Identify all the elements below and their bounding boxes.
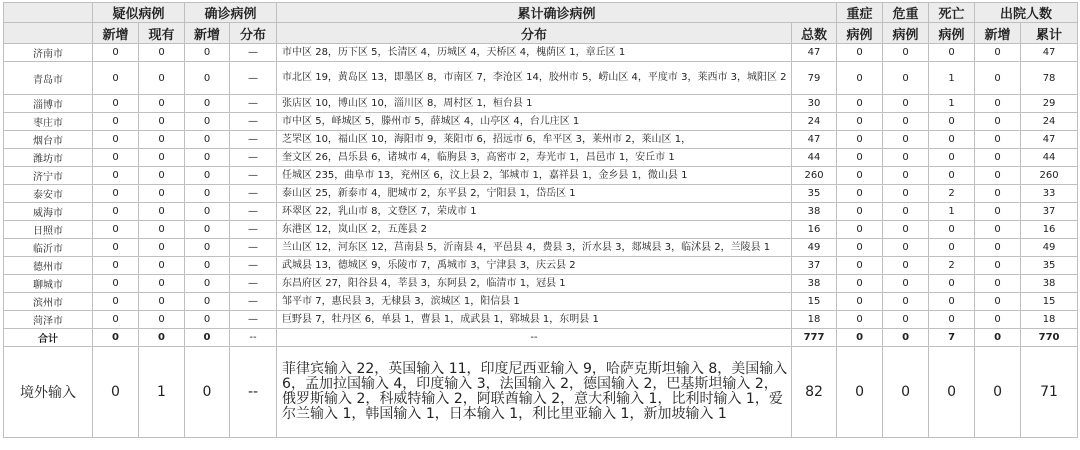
summary-rows: [4, 329, 1078, 438]
table-row: [4, 44, 1078, 62]
critical-count: 0: [883, 311, 929, 329]
total-critical: 0: [883, 329, 929, 347]
discharged-new: 0: [975, 203, 1021, 221]
discharged-total: 78: [1021, 62, 1078, 95]
confirmed-new: 0: [185, 149, 230, 167]
confirmed-dist: —: [230, 62, 277, 95]
foreign-import-row: [4, 347, 1078, 438]
death-count: 0: [929, 113, 975, 131]
header-discharged: 出院人数: [975, 3, 1078, 23]
city-name: 滨州市: [4, 293, 93, 311]
discharged-new: 0: [975, 62, 1021, 95]
cumulative-total: 79: [792, 62, 837, 95]
suspected-current: 0: [139, 221, 185, 239]
critical-count: 0: [883, 62, 929, 95]
city-name: 德州市: [4, 257, 93, 275]
discharged-total: 29: [1021, 95, 1078, 113]
death-count: 0: [929, 44, 975, 62]
total-label: 合计: [4, 329, 93, 347]
suspected-current: 0: [139, 275, 185, 293]
table-row: [4, 95, 1078, 113]
cumulative-total: 30: [792, 95, 837, 113]
cumulative-dist: 芝罘区 10，福山区 10，海阳市 9，莱阳市 6，招远市 6，牟平区 3，莱州市 2，莱山区 1，: [277, 131, 792, 149]
discharged-new: 0: [975, 311, 1021, 329]
suspected-current: 0: [139, 149, 185, 167]
cumulative-total: 18: [792, 311, 837, 329]
header-row-top: [4, 3, 1078, 23]
foreign-suspected-new: 0: [93, 347, 139, 438]
total-discharged-total: 770: [1021, 329, 1078, 347]
total-suspected-current: 0: [139, 329, 185, 347]
discharged-total: 37: [1021, 203, 1078, 221]
confirmed-new: 0: [185, 167, 230, 185]
foreign-confirmed-dist: --: [230, 347, 277, 438]
death-count: 0: [929, 167, 975, 185]
confirmed-dist: —: [230, 239, 277, 257]
severe-count: 0: [837, 275, 883, 293]
total-confirmed-new: 0: [185, 329, 230, 347]
header-cumulative: 累计确诊病例: [277, 3, 837, 23]
header-severe-bottom: 病例: [837, 23, 883, 44]
foreign-label: 境外输入: [4, 347, 93, 438]
cumulative-total: 15: [792, 293, 837, 311]
cumulative-dist: 东港区 12，岚山区 2，五莲县 2: [277, 221, 792, 239]
suspected-new: 0: [93, 167, 139, 185]
city-name: 泰安市: [4, 185, 93, 203]
confirmed-dist: —: [230, 44, 277, 62]
death-count: 0: [929, 221, 975, 239]
total-confirmed-dist: --: [230, 329, 277, 347]
suspected-current: 0: [139, 311, 185, 329]
discharged-total: 38: [1021, 275, 1078, 293]
total-row: [4, 329, 1078, 347]
critical-count: 0: [883, 293, 929, 311]
city-name: 菏泽市: [4, 311, 93, 329]
header-confirmed-dist: 分布: [230, 23, 277, 44]
suspected-new: 0: [93, 311, 139, 329]
severe-count: 0: [837, 44, 883, 62]
discharged-new: 0: [975, 293, 1021, 311]
header-severe-top: 重症: [837, 3, 883, 23]
cumulative-dist: 东昌府区 27，阳谷县 4，莘县 3，东阿县 2，临清市 1，冠县 1: [277, 275, 792, 293]
suspected-current: 0: [139, 239, 185, 257]
foreign-suspected-current: 1: [139, 347, 185, 438]
discharged-new: 0: [975, 95, 1021, 113]
discharged-new: 0: [975, 221, 1021, 239]
critical-count: 0: [883, 239, 929, 257]
total-severe: 0: [837, 329, 883, 347]
confirmed-new: 0: [185, 275, 230, 293]
confirmed-dist: —: [230, 275, 277, 293]
severe-count: 0: [837, 257, 883, 275]
suspected-current: 0: [139, 293, 185, 311]
suspected-new: 0: [93, 203, 139, 221]
discharged-new: 0: [975, 149, 1021, 167]
confirmed-dist: —: [230, 185, 277, 203]
discharged-total: 49: [1021, 239, 1078, 257]
severe-count: 0: [837, 95, 883, 113]
cumulative-total: 47: [792, 44, 837, 62]
city-name: 潍坊市: [4, 149, 93, 167]
cumulative-total: 47: [792, 131, 837, 149]
discharged-new: 0: [975, 44, 1021, 62]
severe-count: 0: [837, 185, 883, 203]
total-cumulative-total: 777: [792, 329, 837, 347]
confirmed-new: 0: [185, 203, 230, 221]
suspected-new: 0: [93, 239, 139, 257]
confirmed-new: 0: [185, 185, 230, 203]
suspected-current: 0: [139, 167, 185, 185]
total-suspected-new: 0: [93, 329, 139, 347]
critical-count: 0: [883, 257, 929, 275]
header-row-bottom: [4, 23, 1078, 44]
confirmed-dist: —: [230, 203, 277, 221]
death-count: 2: [929, 257, 975, 275]
death-count: 2: [929, 185, 975, 203]
cumulative-total: 37: [792, 257, 837, 275]
cumulative-dist: 泰山区 25，新泰市 4，肥城市 2，东平县 2，宁阳县 1，岱岳区 1: [277, 185, 792, 203]
severe-count: 0: [837, 311, 883, 329]
confirmed-dist: —: [230, 293, 277, 311]
confirmed-new: 0: [185, 113, 230, 131]
table-row: [4, 203, 1078, 221]
suspected-new: 0: [93, 257, 139, 275]
critical-count: 0: [883, 113, 929, 131]
cumulative-dist: 巨野县 7，牡丹区 6，单县 1，曹县 1，成武县 1，郓城县 1，东明县 1: [277, 311, 792, 329]
table-row: [4, 257, 1078, 275]
confirmed-dist: —: [230, 311, 277, 329]
table-row: [4, 293, 1078, 311]
covid-case-table: [3, 2, 1078, 438]
cumulative-dist: 奎文区 26，昌乐县 6，诸城市 4，临朐县 3，高密市 2，寿光市 1，昌邑市 1，安丘市 1: [277, 149, 792, 167]
foreign-death: 0: [929, 347, 975, 438]
confirmed-dist: —: [230, 131, 277, 149]
cumulative-total: 44: [792, 149, 837, 167]
cumulative-total: 38: [792, 203, 837, 221]
discharged-new: 0: [975, 113, 1021, 131]
severe-count: 0: [837, 203, 883, 221]
discharged-total: 18: [1021, 311, 1078, 329]
confirmed-new: 0: [185, 221, 230, 239]
confirmed-dist: —: [230, 167, 277, 185]
suspected-current: 0: [139, 44, 185, 62]
discharged-total: 260: [1021, 167, 1078, 185]
cumulative-dist: 市中区 5，峄城区 5，滕州市 5，薛城区 4，山亭区 4，台儿庄区 1: [277, 113, 792, 131]
city-name: 济宁市: [4, 167, 93, 185]
discharged-new: 0: [975, 275, 1021, 293]
critical-count: 0: [883, 95, 929, 113]
death-count: 0: [929, 293, 975, 311]
city-name: 威海市: [4, 203, 93, 221]
foreign-critical: 0: [883, 347, 929, 438]
header-discharged-total: 累计: [1021, 23, 1078, 44]
discharged-total: 44: [1021, 149, 1078, 167]
severe-count: 0: [837, 113, 883, 131]
table-row: [4, 149, 1078, 167]
city-name: 临沂市: [4, 239, 93, 257]
confirmed-new: 0: [185, 44, 230, 62]
cumulative-total: 24: [792, 113, 837, 131]
cumulative-total: 49: [792, 239, 837, 257]
total-cumulative-dist: --: [277, 329, 792, 347]
severe-count: 0: [837, 167, 883, 185]
cumulative-dist: 邹平市 7，惠民县 3，无棣县 3，滨城区 1，阳信县 1: [277, 293, 792, 311]
confirmed-dist: —: [230, 221, 277, 239]
table-row: [4, 113, 1078, 131]
suspected-current: 0: [139, 131, 185, 149]
confirmed-dist: —: [230, 257, 277, 275]
critical-count: 0: [883, 185, 929, 203]
cumulative-total: 260: [792, 167, 837, 185]
cumulative-dist: 兰山区 12，河东区 12，莒南县 5，沂南县 4，平邑县 4，费县 3，沂水县 3，郯城县 3，临沭县 2，兰陵县 1: [277, 239, 792, 257]
critical-count: 0: [883, 275, 929, 293]
city-rows: [4, 44, 1078, 329]
header-critical-bottom: 病例: [883, 23, 929, 44]
death-count: 1: [929, 203, 975, 221]
foreign-cumulative-dist: 菲律宾输入 22，英国输入 11，印度尼西亚输入 9，哈萨克斯坦输入 8，美国输入 6，孟加拉国输入 4，印度输入 3，法国输入 2，德国输入 2，巴基斯坦输入 2，俄罗斯输入 2，科威特输入 2，阿联酋输入 2，意大利输入 1，比利时输入 1，爱尔兰输入 1，韩国输入 1，日本输入 1，利比里亚输入 1，新加坡输入 1: [277, 347, 792, 438]
severe-count: 0: [837, 131, 883, 149]
confirmed-dist: —: [230, 149, 277, 167]
city-name: 枣庄市: [4, 113, 93, 131]
death-count: 1: [929, 95, 975, 113]
header-death-top: 死亡: [929, 3, 975, 23]
confirmed-new: 0: [185, 62, 230, 95]
city-name: 烟台市: [4, 131, 93, 149]
death-count: 0: [929, 239, 975, 257]
discharged-new: 0: [975, 239, 1021, 257]
confirmed-dist: —: [230, 95, 277, 113]
cumulative-dist: 武城县 13，德城区 9，乐陵市 7，禹城市 3，宁津县 3，庆云县 2: [277, 257, 792, 275]
death-count: 1: [929, 62, 975, 95]
confirmed-new: 0: [185, 131, 230, 149]
cumulative-total: 38: [792, 275, 837, 293]
table-row: [4, 167, 1078, 185]
cumulative-total: 16: [792, 221, 837, 239]
suspected-current: 0: [139, 257, 185, 275]
suspected-current: 0: [139, 203, 185, 221]
severe-count: 0: [837, 149, 883, 167]
death-count: 0: [929, 275, 975, 293]
cumulative-dist: 市北区 19，黄岛区 13，即墨区 8，市南区 7，李沧区 14，胶州市 5，崂山区 4，平度市 3，莱西市 3，城阳区 2: [277, 62, 792, 95]
total-death: 7: [929, 329, 975, 347]
table-row: [4, 131, 1078, 149]
city-name: 淄博市: [4, 95, 93, 113]
suspected-current: 0: [139, 113, 185, 131]
city-name: 日照市: [4, 221, 93, 239]
suspected-new: 0: [93, 95, 139, 113]
header-cumulative-total: 总数: [792, 23, 837, 44]
foreign-severe: 0: [837, 347, 883, 438]
suspected-new: 0: [93, 221, 139, 239]
city-name: 青岛市: [4, 62, 93, 95]
suspected-new: 0: [93, 62, 139, 95]
foreign-discharged-total: 71: [1021, 347, 1078, 438]
confirmed-new: 0: [185, 95, 230, 113]
header-discharged-new: 新增: [975, 23, 1021, 44]
discharged-new: 0: [975, 131, 1021, 149]
discharged-total: 47: [1021, 131, 1078, 149]
suspected-new: 0: [93, 185, 139, 203]
confirmed-new: 0: [185, 293, 230, 311]
death-count: 0: [929, 311, 975, 329]
suspected-new: 0: [93, 275, 139, 293]
confirmed-new: 0: [185, 257, 230, 275]
severe-count: 0: [837, 293, 883, 311]
table-row: [4, 311, 1078, 329]
suspected-current: 0: [139, 185, 185, 203]
foreign-discharged-new: 0: [975, 347, 1021, 438]
foreign-cumulative-total: 82: [792, 347, 837, 438]
severe-count: 0: [837, 62, 883, 95]
cumulative-dist: 环翠区 22，乳山市 8，文登区 7，荣成市 1: [277, 203, 792, 221]
header-death-bottom: 病例: [929, 23, 975, 44]
confirmed-new: 0: [185, 239, 230, 257]
critical-count: 0: [883, 203, 929, 221]
death-count: 0: [929, 149, 975, 167]
header-corner: [4, 3, 93, 23]
severe-count: 0: [837, 221, 883, 239]
discharged-new: 0: [975, 185, 1021, 203]
cumulative-dist: 任城区 235，曲阜市 13，兖州区 6，汶上县 2，邹城市 1，嘉祥县 1，金乡县 1，微山县 1: [277, 167, 792, 185]
suspected-new: 0: [93, 131, 139, 149]
suspected-new: 0: [93, 44, 139, 62]
suspected-new: 0: [93, 149, 139, 167]
city-name: 济南市: [4, 44, 93, 62]
suspected-new: 0: [93, 293, 139, 311]
table-row: [4, 185, 1078, 203]
table-row: [4, 275, 1078, 293]
suspected-current: 0: [139, 95, 185, 113]
discharged-total: 47: [1021, 44, 1078, 62]
discharged-total: 15: [1021, 293, 1078, 311]
suspected-new: 0: [93, 113, 139, 131]
discharged-new: 0: [975, 257, 1021, 275]
header-confirmed-new: 新增: [185, 23, 230, 44]
cumulative-total: 35: [792, 185, 837, 203]
confirmed-new: 0: [185, 311, 230, 329]
city-name: 聊城市: [4, 275, 93, 293]
header-suspected: 疑似病例: [93, 3, 185, 23]
critical-count: 0: [883, 167, 929, 185]
cumulative-dist: 市中区 28，历下区 5，长清区 4，历城区 4，天桥区 4，槐荫区 1，章丘区 1: [277, 44, 792, 62]
header-suspected-current: 现有: [139, 23, 185, 44]
critical-count: 0: [883, 131, 929, 149]
total-discharged-new: 0: [975, 329, 1021, 347]
header-confirmed: 确诊病例: [185, 3, 277, 23]
discharged-total: 16: [1021, 221, 1078, 239]
discharged-new: 0: [975, 167, 1021, 185]
header-critical-top: 危重: [883, 3, 929, 23]
table-row: [4, 239, 1078, 257]
suspected-current: 0: [139, 62, 185, 95]
discharged-total: 35: [1021, 257, 1078, 275]
critical-count: 0: [883, 44, 929, 62]
critical-count: 0: [883, 149, 929, 167]
death-count: 0: [929, 131, 975, 149]
header-suspected-new: 新增: [93, 23, 139, 44]
header-corner-bottom: [4, 23, 93, 44]
critical-count: 0: [883, 221, 929, 239]
table-row: [4, 221, 1078, 239]
discharged-total: 24: [1021, 113, 1078, 131]
discharged-total: 33: [1021, 185, 1078, 203]
foreign-confirmed-new: 0: [185, 347, 230, 438]
table-row: [4, 62, 1078, 95]
cumulative-dist: 张店区 10，博山区 10，淄川区 8，周村区 1，桓台县 1: [277, 95, 792, 113]
header-cumulative-dist: 分布: [277, 23, 792, 44]
confirmed-dist: —: [230, 113, 277, 131]
severe-count: 0: [837, 239, 883, 257]
